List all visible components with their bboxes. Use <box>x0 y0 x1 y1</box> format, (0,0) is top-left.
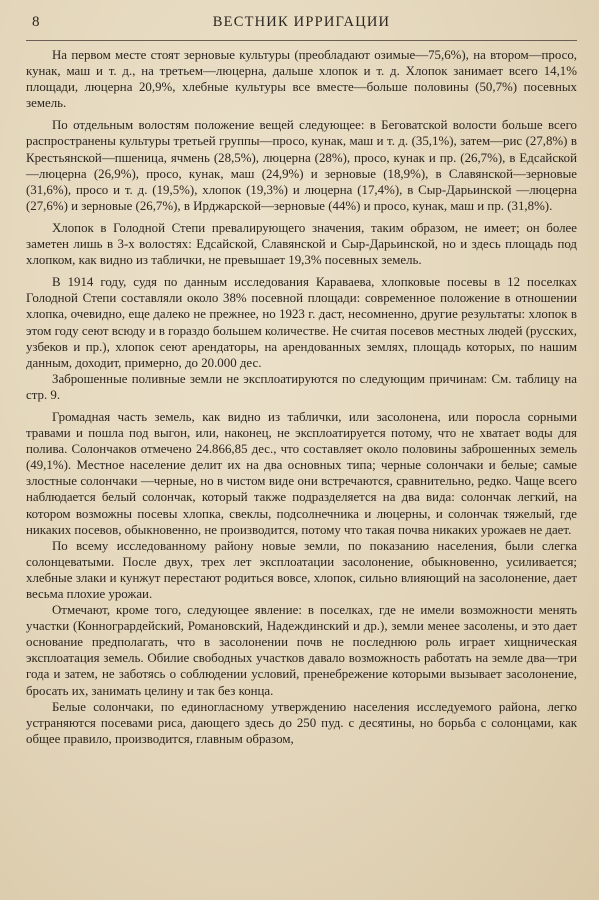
paragraph: Белые солончаки, по единогласному утверждению населения исследуемого района, легко устраняются посевами риса, дающего здесь до 250 пуд. с десятины, но борьба с солонцами, как общее правило, производится, главным образом, <box>26 699 577 746</box>
page-header <box>26 14 577 41</box>
paragraph: По отдельным волостям положение вещей следующее: в Беговатской волости больше всего распространены культуры третьей группы—просо, кунак, маш и т. д. (35,1%), затем—рис (27,8%) в Крестьянской—пшеница, ячмень (28,5%), люцерна (28%), просо, кунак и пр. (26,7%), в Едсайской—люцерна (26,9%), просо, кунак, маш (24,9%) и зерновые (18,9%), в Славянской—зерновые (31,6%), просо и т. д. (19,5%), хлопок (19,3%) и люцерна (17,4%), в Сыр-Дарьинской —люцерна (27,6%) и зерновые (26,7%), в Ирджарской—зерновые (44%) и просо, кунак, маш и пр. (31,8%). <box>26 118 577 213</box>
paragraph: Заброшенные поливные земли не эксплоатируются по следующим причинам: См. таблицу на стр. 9. <box>26 371 577 402</box>
paragraph: Отмечают, кроме того, следующее явление: в поселках, где не имели возможности менять участки (Конногрардейский, Романовский, Надеждинский и др.), земли менее засолены, и это дает основание предполагать, что в засолонении почв не последнюю роль играет хищническая эксплоатация земель. Обилие свободных участков давало возможность работать на земле два—три года и затем, не заботясь о соблюдении условий, пренебрежение которыми вызывает засолонение, бросать их, занимать целину и так без конца. <box>26 603 577 698</box>
paragraph: В 1914 году, судя по данным исследования Караваева, хлопковые посевы в 12 поселках Голодной Степи составляли около 38% посевной площади: современное положение в отношении хлопка, очевидно, еще далеко не прежнее, но 1923 г. даст, несомненно, другие результаты: хлопок в этом году сеют всюду и в гораздо большем количестве. Не считая посевов местных людей (русских, узбеков и пр.), хлопок сеют арендаторы, на арендованных землях, площадь которых, по нашим данным, доходит, примерно, до 20.000 дес. <box>26 275 577 370</box>
journal-title: ВЕСТНИК ИРРИГАЦИИ <box>212 14 391 30</box>
article-body <box>26 47 577 747</box>
paragraph: На первом месте стоят зерновые культуры (преобладают озимые—75,6%), на втором—просо, кунак, маш и т. д., на третьем—люцерна, дальше хлопок и т. д. Хлопок занимает всего 14,1% площади, люцерна 20,9%, хлебные культуры все вместе—больше половины (50,7%) посевных земель. <box>26 48 577 111</box>
paragraph: Хлопок в Голодной Степи превалирующего значения, таким образом, не имеет; он более заметен лишь в 3-х волостях: Едсайской, Славянской и Сыр-Дарьинской, но и здесь площадь под хлопком, как видно из таблички, не превышает 19,3% посевных земель. <box>26 220 577 268</box>
paragraph: Громадная часть земель, как видно из таблички, или засолонена, или поросла сорными травами и пошла под выгон, или, наконец, не эксплоатируется потому, что не хватает воды для полива. Солончаков отмечено 24.866,85 дес., что составляет около половины заброшенных земель (49,1%). Местное население делит их на два основных типа; черные солончаки и белые; самые злостные солончаки —черные, но в чистом виде они встречаются, сравнительно, редко. Чаще всего наблюдается белый солончак, который также подразделяется на два вида: солончак легкий, на котором возможны посевы хлопка, свеклы, подсолнечника и люцерны, и солончак тяжелый, где никаких посевов, обыкновенно, не производится, потому что такая почва никаких урожаев не дает. <box>26 409 577 537</box>
page-number: 8 <box>32 14 40 30</box>
paragraph: По всему исследованному району новые земли, по показанию населения, были слегка солонцеватыми. После двух, трех лет эксплоатации засолонение, обыкновенно, усиливается; хлебные злаки и кунжут перестают родиться вовсе, хлопок, сильно влияющий на засолонение, дает весьма плохие урожаи. <box>26 538 577 601</box>
